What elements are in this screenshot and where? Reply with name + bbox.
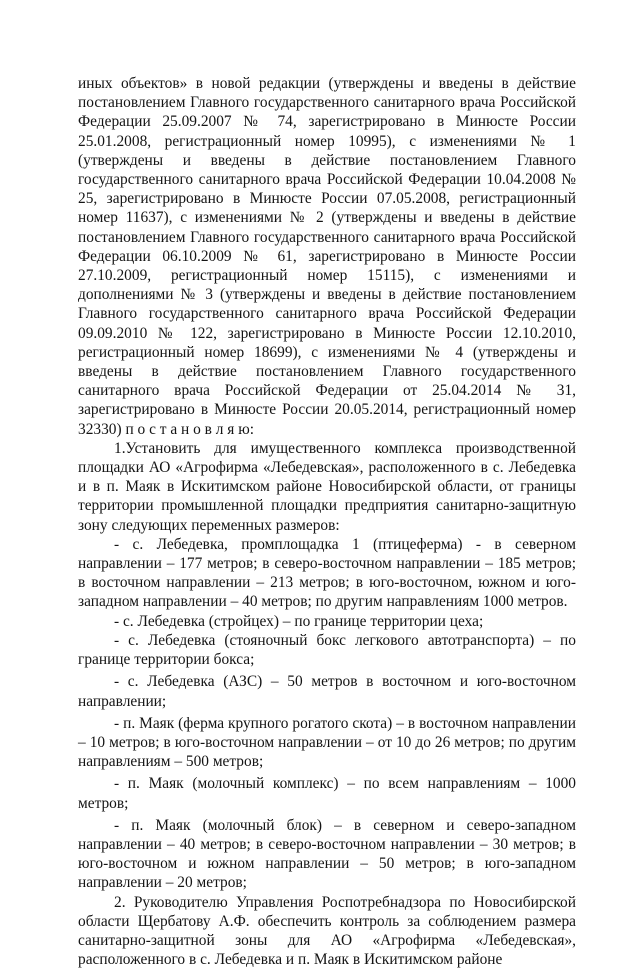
document-page xyxy=(78,74,576,969)
list-item-mayak-cattle-farm: - п. Маяк (ферма крупного рогатого скота) – в восточном направлении – 10 метров; в юго-восточном направлении – от 10 до 26 метров; по другим направлениям – 500 метров; xyxy=(78,714,576,771)
paragraph-preamble: иных объектов» в новой редакции (утверждены и введены в действие постановлением Главного государственного санитарного врача Российской Федерации 25.09.2007 № 74, зарегистрировано в Минюсте России 25.01.2008, регистрационный номер 10995), с изменениями № 1 (утверждены и введены в действие постановлением Главного государственного санитарного врача Российской Федерации 10.04.2008 № 25, зарегистрировано в Минюсте России 07.05.2008, регистрационный номер 11637), с изменениями № 2 (утверждены и введены в действие постановлением Главного государственного санитарного врача Российской Федерации 06.10.2009 № 61, зарегистрировано в Минюсте России 27.10.2009, регистрационный номер 15115), с изменениями и дополнениями № 3 (утверждены и введены в действие постановлением Главного государственного санитарного врача Российской Федерации 09.09.2010 № 122, зарегистрировано в Минюсте России 12.10.2010, регистрационный номер 18699), с изменениями № 4 (утверждены и введены в действие постановлением Главного государственного санитарного врача Российской Федерации от 25.04.2014 № 31, зарегистрировано в Минюсте России 20.05.2014, регистрационный номер 32330) п о с т а н о в л я ю: xyxy=(78,75,576,438)
list-item-lebedevka-poultry: - с. Лебедевка, промплощадка 1 (птицеферма) - в северном направлении – 177 метров; в северо-восточном направлении – 185 метров; в восточном направлении – 213 метров; в юго-восточном, южном и юго-западном направлении – 40 метров; по другим направлениям 1000 метров. xyxy=(78,535,576,611)
list-item-mayak-dairy-block: - п. Маяк (молочный блок) – в северном и северо-западном направлении – 40 метров; в северо-восточном направлении – 30 метров; в юго-восточном и южном направлении – 50 метров; в юго-западном направлении – 20 метров; xyxy=(78,816,576,892)
list-item-lebedevka-construction: - с. Лебедевка (стройцех) – по границе территории цеха; xyxy=(114,612,484,630)
list-item-lebedevka-gas-station: - с. Лебедевка (АЗС) – 50 метров в восточном и юго-восточном направлении; xyxy=(78,673,576,710)
paragraph-item-1: 1.Установить для имущественного комплекса производственной площадки АО «Агрофирма «Лебедевская», расположенного в с. Лебедевка и в п. Маяк в Искитимском районе Новосибирской области, от границы территории промышленной площадки предприятия санитарно-защитную зону следующих переменных размеров: xyxy=(78,439,576,534)
list-item-lebedevka-garage: - с. Лебедевка (стояночный бокс легкового автотранспорта) – по границе территории бокса; xyxy=(78,631,576,669)
list-item-mayak-dairy-complex: - п. Маяк (молочный комплекс) – по всем направлениям – 1000 метров; xyxy=(78,775,576,812)
paragraph-item-2: 2. Руководителю Управления Роспотребнадзора по Новосибирской области Щербатову А.Ф. обеспечить контроль за соблюдением размера санитарно-защитной зоны для АО «Агрофирма «Лебедевская», расположенного в с. Лебедевка и п. Маяк в Искитимском районе xyxy=(78,893,576,969)
